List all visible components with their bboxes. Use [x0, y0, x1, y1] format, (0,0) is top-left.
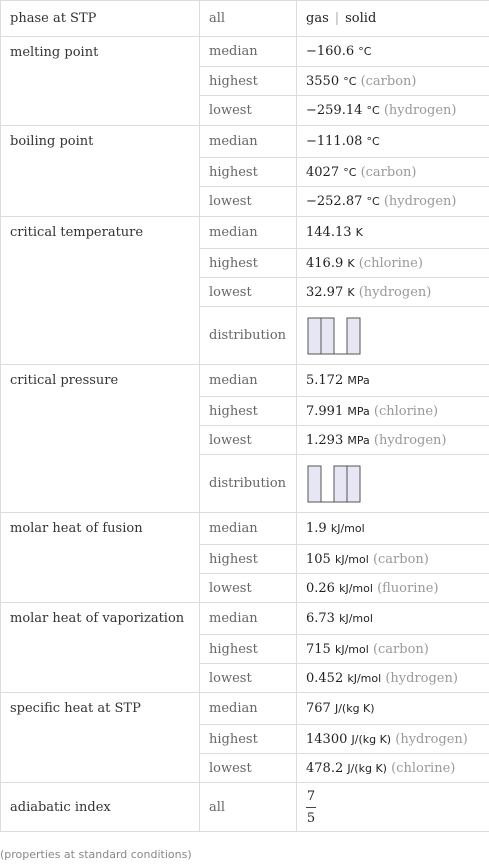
property-label: molar heat of vaporization	[1, 603, 200, 693]
distribution-cell	[297, 455, 489, 513]
phase-value-2: solid	[345, 11, 377, 26]
value-cell	[297, 513, 489, 545]
property-label: critical pressure	[1, 365, 200, 513]
value-unit: J/(kg K)	[334, 702, 375, 715]
value-number: 715	[306, 641, 331, 657]
value-cell	[297, 754, 489, 783]
stat-label: lowest	[200, 96, 297, 126]
stat-label: all	[200, 783, 297, 832]
stat-label: highest	[200, 249, 297, 278]
stat-label: median	[200, 693, 297, 725]
value-cell	[297, 217, 489, 249]
distribution-cell	[297, 307, 489, 365]
fraction-numerator: 7	[306, 788, 316, 804]
value-unit: °C	[343, 165, 357, 179]
value-number: 105	[306, 551, 331, 567]
property-label: specific heat at STP	[1, 693, 200, 783]
value-unit: J/(kg K)	[351, 732, 392, 746]
row-crit-press-median	[1, 365, 489, 397]
value-cell	[297, 545, 489, 574]
value-cell	[297, 365, 489, 397]
value-cell	[297, 1, 489, 37]
value-cell	[297, 783, 489, 832]
value-note: (carbon)	[372, 551, 429, 567]
value-note: (carbon)	[360, 73, 417, 89]
stat-label: lowest	[200, 754, 297, 783]
value-cell	[297, 67, 489, 96]
separator: |	[334, 11, 340, 26]
stat-label: highest	[200, 397, 297, 426]
histogram-bar	[347, 466, 360, 502]
footer-note: (properties at standard conditions)	[0, 848, 192, 861]
histogram-bar	[347, 318, 360, 354]
value-cell	[297, 126, 489, 158]
value-number: −160.6	[306, 44, 355, 59]
value-unit: °C	[366, 104, 380, 117]
value-number: 5.172	[306, 373, 344, 388]
value-unit: kJ/mol	[334, 642, 369, 656]
stat-label: lowest	[200, 187, 297, 217]
stat-label: highest	[200, 67, 297, 96]
row-fusion-median	[1, 513, 489, 545]
stat-label: median	[200, 126, 297, 158]
value-note: (chlorine)	[358, 255, 423, 271]
value-cell	[297, 635, 489, 664]
value-number: −111.08	[306, 134, 363, 149]
row-phase	[1, 1, 489, 37]
stat-label: highest	[200, 545, 297, 574]
value-cell	[297, 96, 489, 126]
stat-label: highest	[200, 635, 297, 664]
value-unit: K	[347, 285, 355, 299]
value-unit: J/(kg K)	[347, 761, 387, 775]
property-label: adiabatic index	[1, 783, 200, 832]
value-note: (hydrogen)	[383, 103, 457, 118]
value-unit: °C	[366, 135, 380, 148]
stat-label: median	[200, 365, 297, 397]
value-cell	[297, 426, 489, 455]
value-cell	[297, 187, 489, 217]
value-number: 1.293	[306, 432, 344, 448]
stat-label: highest	[200, 158, 297, 187]
stat-label: lowest	[200, 278, 297, 307]
value-note: (hydrogen)	[395, 731, 468, 747]
value-cell	[297, 158, 489, 187]
value-unit: MPa	[347, 433, 370, 447]
value-note: (fluorine)	[377, 580, 439, 596]
stat-label: median	[200, 603, 297, 635]
value-note: (carbon)	[360, 164, 417, 180]
value-unit: kJ/mol	[339, 581, 373, 595]
histogram-bar	[308, 318, 321, 354]
property-label: phase at STP	[1, 1, 200, 37]
stat-label: distribution	[200, 307, 297, 365]
value-note: (hydrogen)	[358, 284, 432, 300]
stat-label: median	[200, 513, 297, 545]
value-number: 0.452	[306, 670, 344, 686]
fraction-bar	[306, 807, 316, 808]
value-cell	[297, 397, 489, 426]
value-number: −252.87	[306, 194, 363, 209]
row-crit-temp-median	[1, 217, 489, 249]
value-number: 478.2	[306, 760, 344, 776]
stat-label: median	[200, 217, 297, 249]
value-unit: kJ/mol	[347, 671, 382, 685]
stat-label: lowest	[200, 664, 297, 693]
stat-label: lowest	[200, 426, 297, 455]
value-number: 767	[306, 701, 331, 716]
value-cell	[297, 693, 489, 725]
value-unit: °C	[343, 74, 357, 88]
property-label: melting point	[1, 37, 200, 126]
stat-label: highest	[200, 725, 297, 754]
row-vapor-median	[1, 603, 489, 635]
value-number: 144.13	[306, 225, 352, 240]
value-cell	[297, 249, 489, 278]
value-note: (hydrogen)	[373, 432, 447, 448]
fraction	[306, 788, 316, 827]
row-specific-heat-median	[1, 693, 489, 725]
value-cell	[297, 574, 489, 603]
row-adiabatic	[1, 783, 489, 832]
value-number: −259.14	[306, 103, 363, 118]
property-label: critical temperature	[1, 217, 200, 365]
value-note: (hydrogen)	[383, 194, 457, 209]
value-unit: K	[347, 256, 355, 270]
histogram-bar	[334, 466, 347, 502]
value-unit: K	[355, 226, 363, 239]
value-number: 14300	[306, 731, 348, 747]
value-unit: °C	[366, 195, 380, 208]
value-number: 0.26	[306, 580, 335, 596]
stat-label: distribution	[200, 455, 297, 513]
value-unit: kJ/mol	[339, 612, 373, 625]
value-unit: kJ/mol	[330, 522, 365, 535]
histogram-bar	[321, 318, 334, 354]
distribution-histogram	[306, 316, 376, 356]
value-number: 416.9	[306, 255, 344, 271]
value-number: 6.73	[306, 611, 335, 626]
property-label: boiling point	[1, 126, 200, 217]
value-cell	[297, 725, 489, 754]
value-number: 32.97	[306, 284, 344, 300]
value-number: 3550	[306, 73, 340, 89]
row-melting-median	[1, 37, 489, 67]
phase-value: gas	[306, 11, 329, 26]
value-unit: °C	[358, 45, 372, 58]
value-unit: MPa	[347, 404, 370, 418]
value-note: (carbon)	[372, 641, 429, 657]
value-cell	[297, 278, 489, 307]
stat-label: median	[200, 37, 297, 67]
row-boiling-median	[1, 126, 489, 158]
value-number: 1.9	[306, 521, 327, 536]
value-cell	[297, 664, 489, 693]
histogram-bar	[308, 466, 321, 502]
value-note: (hydrogen)	[385, 670, 458, 686]
value-unit: MPa	[347, 374, 370, 387]
stat-label: lowest	[200, 574, 297, 603]
value-unit: kJ/mol	[334, 552, 369, 566]
fraction-denominator: 5	[306, 810, 316, 826]
value-note: (chlorine)	[391, 760, 456, 776]
property-label: molar heat of fusion	[1, 513, 200, 603]
value-number: 7.991	[306, 403, 344, 419]
stat-label: all	[200, 1, 297, 37]
value-note: (chlorine)	[373, 403, 439, 419]
distribution-histogram	[306, 464, 376, 504]
value-number: 4027	[306, 164, 340, 180]
value-cell	[297, 37, 489, 67]
value-cell	[297, 603, 489, 635]
